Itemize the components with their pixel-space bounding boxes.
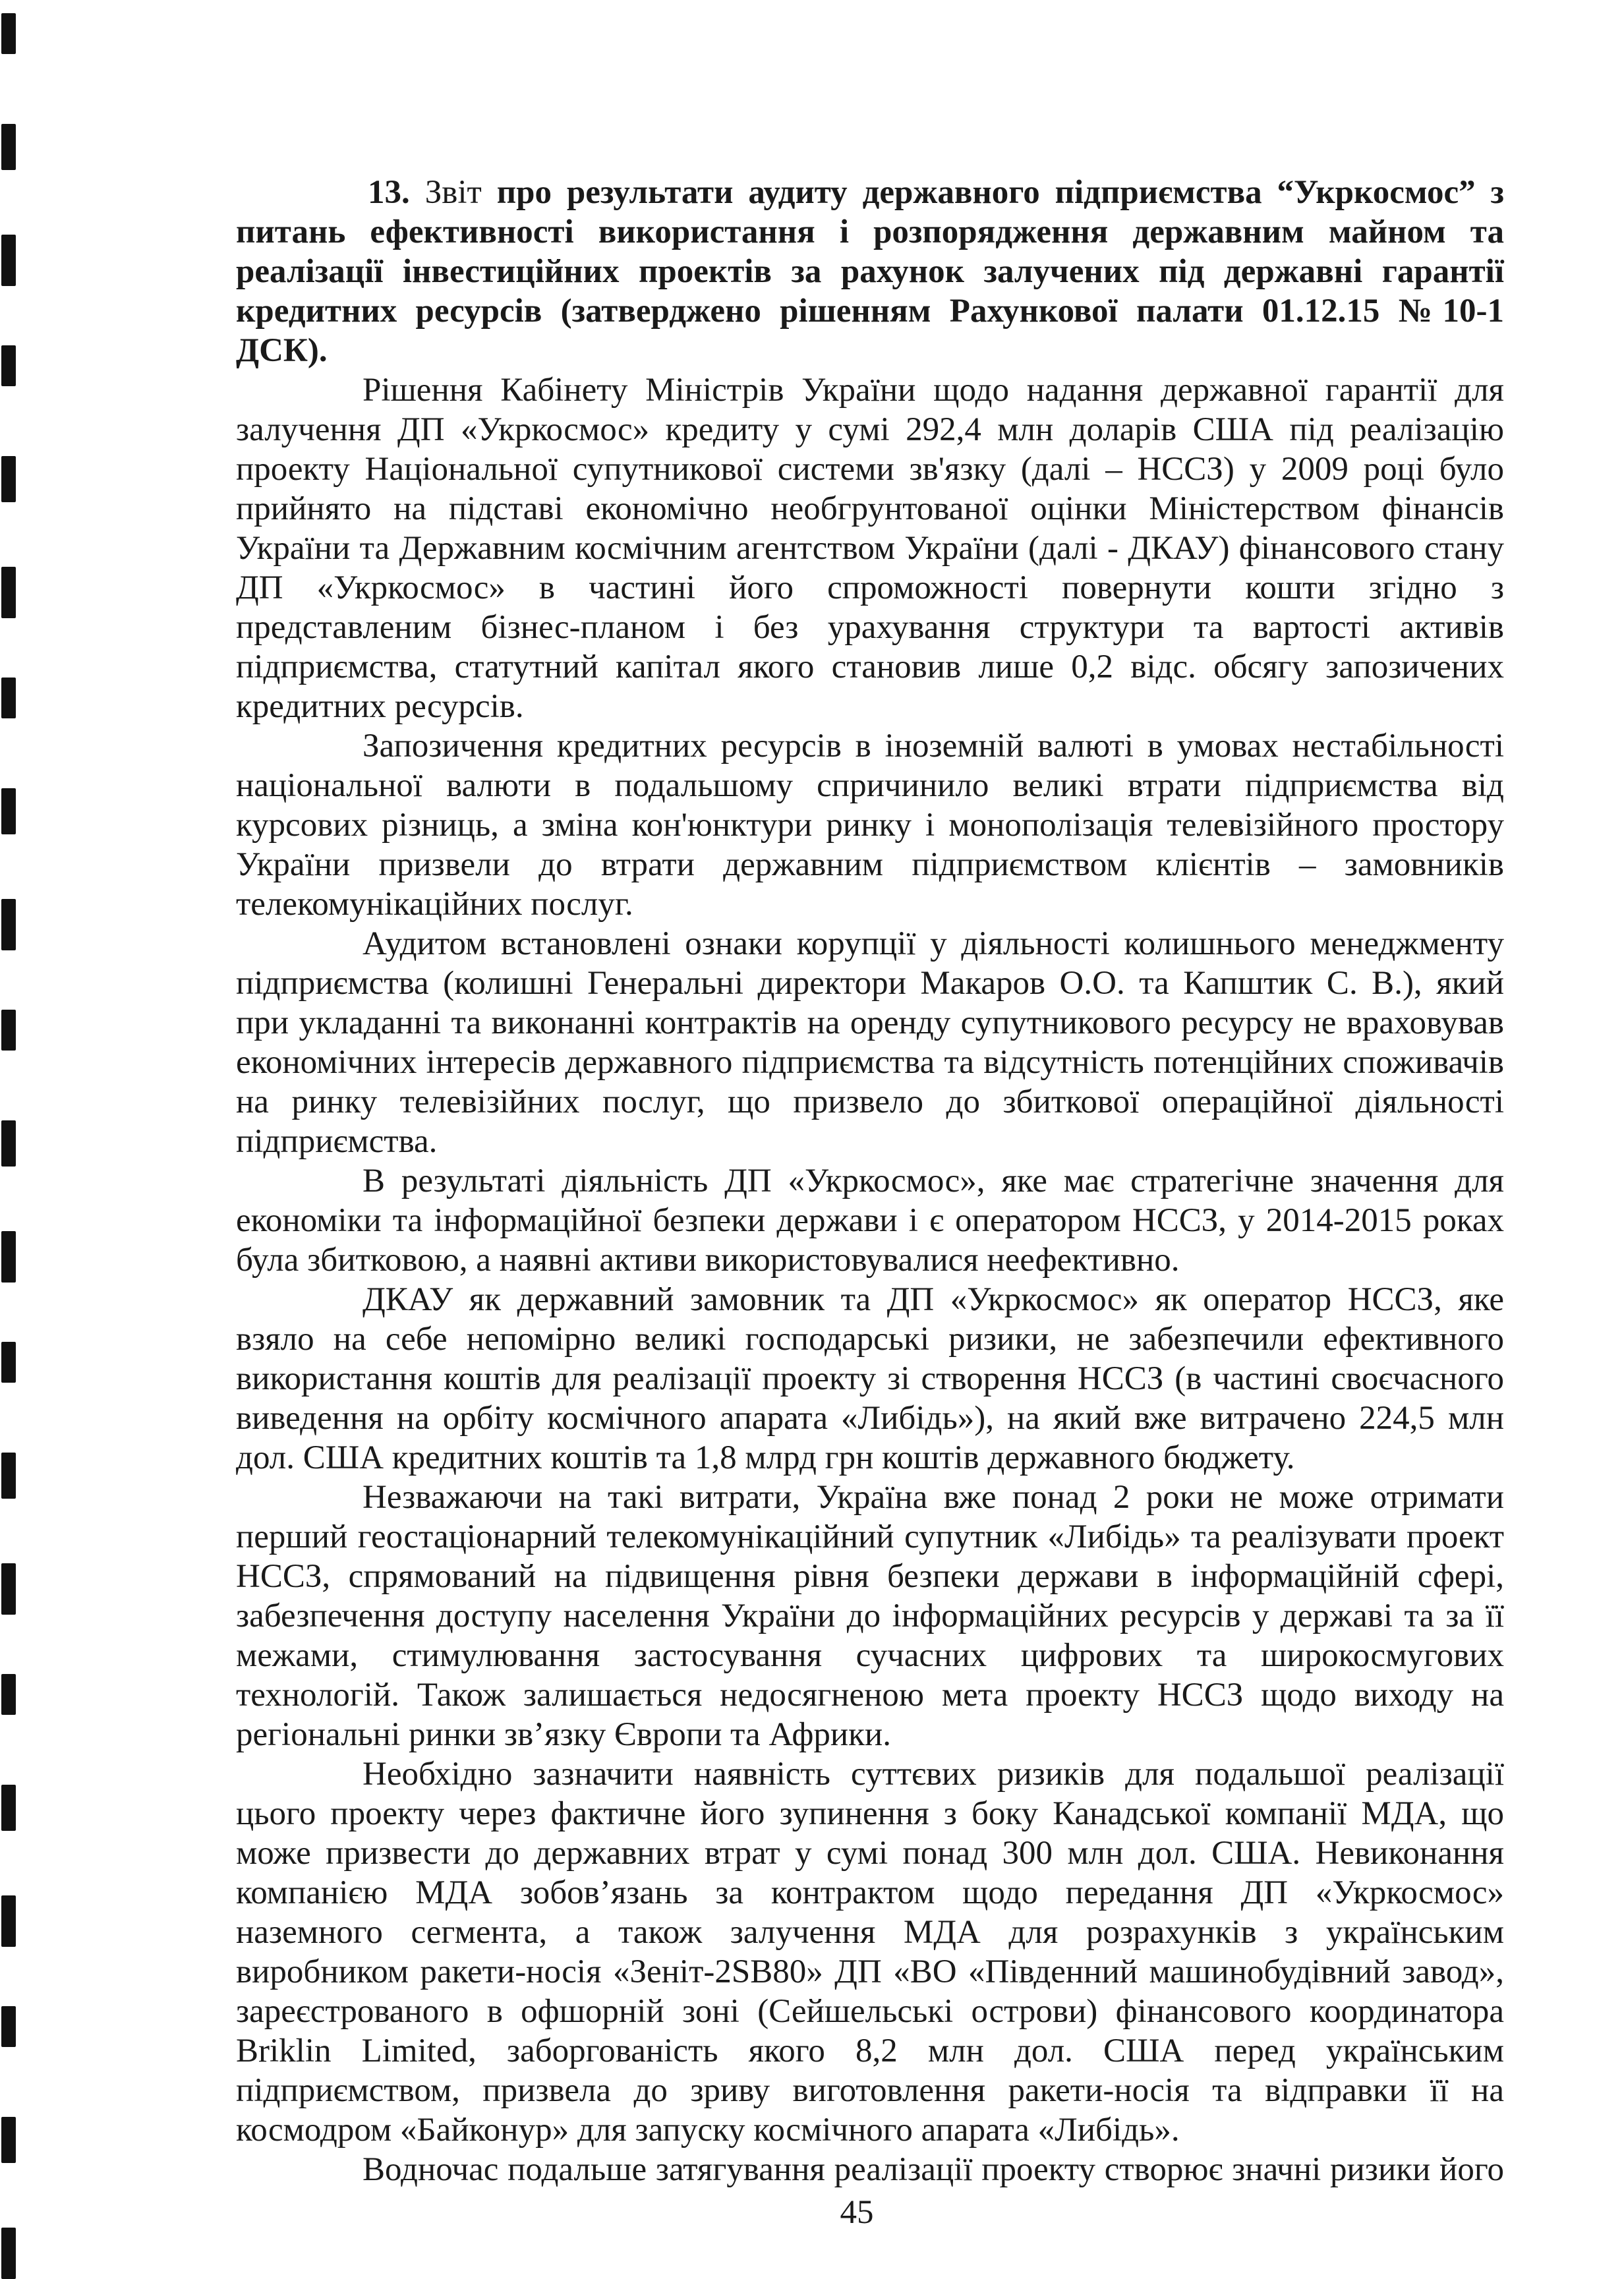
text-line: технологій. Також залишається недосягненою мета проекту НССЗ щодо виходу на — [236, 1677, 1504, 1714]
binding-hole-mark — [1, 1895, 16, 1947]
paragraph — [236, 370, 1504, 726]
text-line: національної валюти в подальшому спричинило великі втрати підприємства від — [236, 767, 1504, 804]
document-body — [236, 173, 1504, 2189]
text-line: Водночас подальше затягування реалізації проекту створює значні ризики його — [362, 2151, 1504, 2188]
text-line: проекту Національної супутникової системи зв'язку (далі – НССЗ) у 2009 році було — [236, 451, 1504, 488]
paragraph — [236, 2150, 1504, 2189]
binding-hole-mark — [1, 1453, 16, 1499]
binding-hole-mark — [1, 235, 16, 286]
binding-hole-mark — [1, 345, 16, 386]
paragraph — [236, 924, 1504, 1161]
text-line: може призвести до державних втрат у сумі понад 300 млн дол. США. Невиконання — [236, 1835, 1504, 1872]
binding-hole-mark — [1, 1010, 16, 1051]
text-line: Аудитом встановлені ознаки корупції у діяльності колишнього менеджменту — [362, 925, 1504, 962]
binding-hole-mark — [1, 1785, 16, 1831]
binding-hole-mark — [1, 678, 16, 718]
text-line: Рішення Кабінету Міністрів України щодо надання державної гарантії для — [362, 372, 1504, 409]
binding-hole-mark — [1, 1674, 16, 1715]
binding-hole-mark — [1, 788, 16, 834]
paragraphs — [236, 370, 1504, 2189]
binding-hole-mark — [1, 1342, 16, 1383]
text-line: України призвели до втрати державним підприємством клієнтів – замовників — [236, 846, 1504, 883]
text-line: межами, стимулювання застосування сучасних цифрових та широкосмугових — [236, 1637, 1504, 1674]
text-line: економіки та інформаційної безпеки держави і є оператором НССЗ, у 2014-2015 роках — [236, 1202, 1504, 1239]
text-line: компанією МДА зобов’язань за контрактом щодо передання ДП «Укркосмос» — [236, 1874, 1504, 1911]
text-line: регіональні ринки зв’язку Європи та Африки. — [236, 1716, 891, 1753]
text-line: виведення на орбіту космічного апарата «Либідь»), на який вже витрачено 224,5 млн — [236, 1400, 1504, 1437]
text-line: представленим бізнес-планом і без урахування структури та вартості активів — [236, 609, 1504, 646]
text-line: виробником ракети-носія «Зеніт-2SB80» ДП «ВО «Південний машинобудівний завод», — [236, 1953, 1504, 1990]
text-line: прийнято на підставі економічно необгрунтованої оцінки Міністерством фінансів — [236, 490, 1504, 527]
text-line: В результаті діяльність ДП «Укркосмос», яке має стратегічне значення для — [362, 1163, 1504, 1199]
binding-hole-mark — [1, 2117, 16, 2163]
text-line: космодром «Байконур» для запуску космічного апарата «Либідь». — [236, 2112, 1180, 2149]
paragraph — [236, 726, 1504, 924]
section-heading — [236, 173, 1504, 370]
text-line: Необхідно зазначити наявність суттєвих ризиків для подальшої реалізації — [362, 1756, 1504, 1793]
text-line: перший геостаціонарний телекомунікаційний супутник «Либідь» та реалізувати проект — [236, 1518, 1504, 1555]
paragraph — [236, 1478, 1504, 1754]
text-line: НССЗ, спрямований на підвищення рівня безпеки держави в інформаційній сфері, — [236, 1558, 1504, 1595]
paragraph — [236, 1754, 1504, 2150]
text-line: при укладанні та виконанні контрактів на оренду супутникового ресурсу не враховував — [236, 1004, 1504, 1041]
text-line: була збитковою, а наявні активи використовувалися неефективно. — [236, 1242, 1180, 1279]
binding-hole-mark — [1, 13, 16, 54]
text-line: цього проекту через фактичне його зупинення з боку Канадської компанії МДА, що — [236, 1795, 1504, 1832]
binding-hole-mark — [1, 899, 16, 950]
text-line: Запозичення кредитних ресурсів в іноземній валюті в умовах нестабільності — [362, 728, 1504, 764]
binding-hole-mark — [1, 124, 16, 170]
heading-text: про результати аудиту державного підприємства “Укркосмос” з — [496, 174, 1505, 211]
heading-line: питань ефективності використання і розпорядження державним майном та — [236, 214, 1504, 250]
binding-hole-mark — [1, 1120, 16, 1167]
text-line: підприємства, статутний капітал якого становив лише 0,2 відс. обсягу запозичених — [236, 649, 1504, 685]
text-line: дол. США кредитних коштів та 1,8 млрд грн коштів державного бюджету. — [236, 1439, 1295, 1476]
text-line: на ринку телевізійних послуг, що призвело до збиткової операційної діяльності — [236, 1083, 1504, 1120]
text-line: Briklin Limited, заборгованість якого 8,2 млн дол. США перед українським — [236, 2033, 1504, 2069]
binding-hole-mark — [1, 2228, 16, 2279]
binding-hole-mark — [1, 1231, 16, 1283]
heading-line: кредитних ресурсів (затверджено рішенням Рахункової палати 01.12.15 №10-1 — [236, 293, 1504, 330]
text-line: Незважаючи на такі витрати, Україна вже понад 2 роки не може отримати — [362, 1479, 1504, 1516]
binding-hole-mark — [1, 456, 16, 502]
heading-line: ДСК). — [236, 332, 328, 369]
text-line: курсових різниць, а зміна кон'юнктури ринку і монополізація телевізійного простору — [236, 807, 1504, 844]
binding-hole-mark — [1, 567, 16, 618]
binding-hole-mark — [1, 1563, 16, 1615]
text-line: підприємства. — [236, 1123, 438, 1160]
page-number: 45 — [840, 2194, 874, 2231]
text-line: зареєстрованого в офшорній зоні (Сейшельські острови) фінансового координатора — [236, 1993, 1504, 2030]
text-line: економічних інтересів державного підприємства та відсутність потенційних споживачів — [236, 1044, 1504, 1081]
text-line: телекомунікаційних послуг. — [236, 886, 633, 923]
binding-hole-mark — [1, 2006, 16, 2047]
text-line: ДКАУ як державний замовник та ДП «Укркосмос» як оператор НССЗ, яке — [362, 1281, 1504, 1318]
text-line: взяло на себе непомірно великі господарські ризики, не забезпечили ефективного — [236, 1321, 1504, 1358]
binding-holes — [0, 0, 26, 2278]
text-line: України та Державним космічним агентством України (далі - ДКАУ) фінансового стану — [236, 530, 1504, 567]
paragraph — [236, 1161, 1504, 1280]
paragraph — [236, 1280, 1504, 1478]
text-line: підприємством, призвела до зриву виготовлення ракети-носія та відправки її на — [236, 2072, 1504, 2109]
text-line: наземного сегмента, а також залучення МДА для розрахунків з українським — [236, 1914, 1504, 1951]
text-line: забезпечення доступу населення України до інформаційних ресурсів у державі та за її — [236, 1598, 1504, 1634]
text-line: підприємства (колишні Генеральні директори Макаров О.О. та Капштик С. В.), який — [236, 965, 1504, 1002]
heading-lead-word: Звіт — [424, 174, 482, 211]
text-line: використання коштів для реалізації проекту зі створення НССЗ (в частині своєчасного — [236, 1360, 1504, 1397]
text-line: кредитних ресурсів. — [236, 688, 524, 725]
section-number: 13. — [368, 174, 410, 211]
heading-line: реалізації інвестиційних проектів за рахунок залучених під державні гарантії — [236, 253, 1504, 290]
text-line: залучення ДП «Укркосмос» кредиту у сумі 292,4 млн доларів США під реалізацію — [236, 411, 1504, 448]
text-line: ДП «Укркосмос» в частині його спроможності повернути кошти згідно з — [236, 569, 1504, 606]
heading-line — [236, 173, 1504, 212]
